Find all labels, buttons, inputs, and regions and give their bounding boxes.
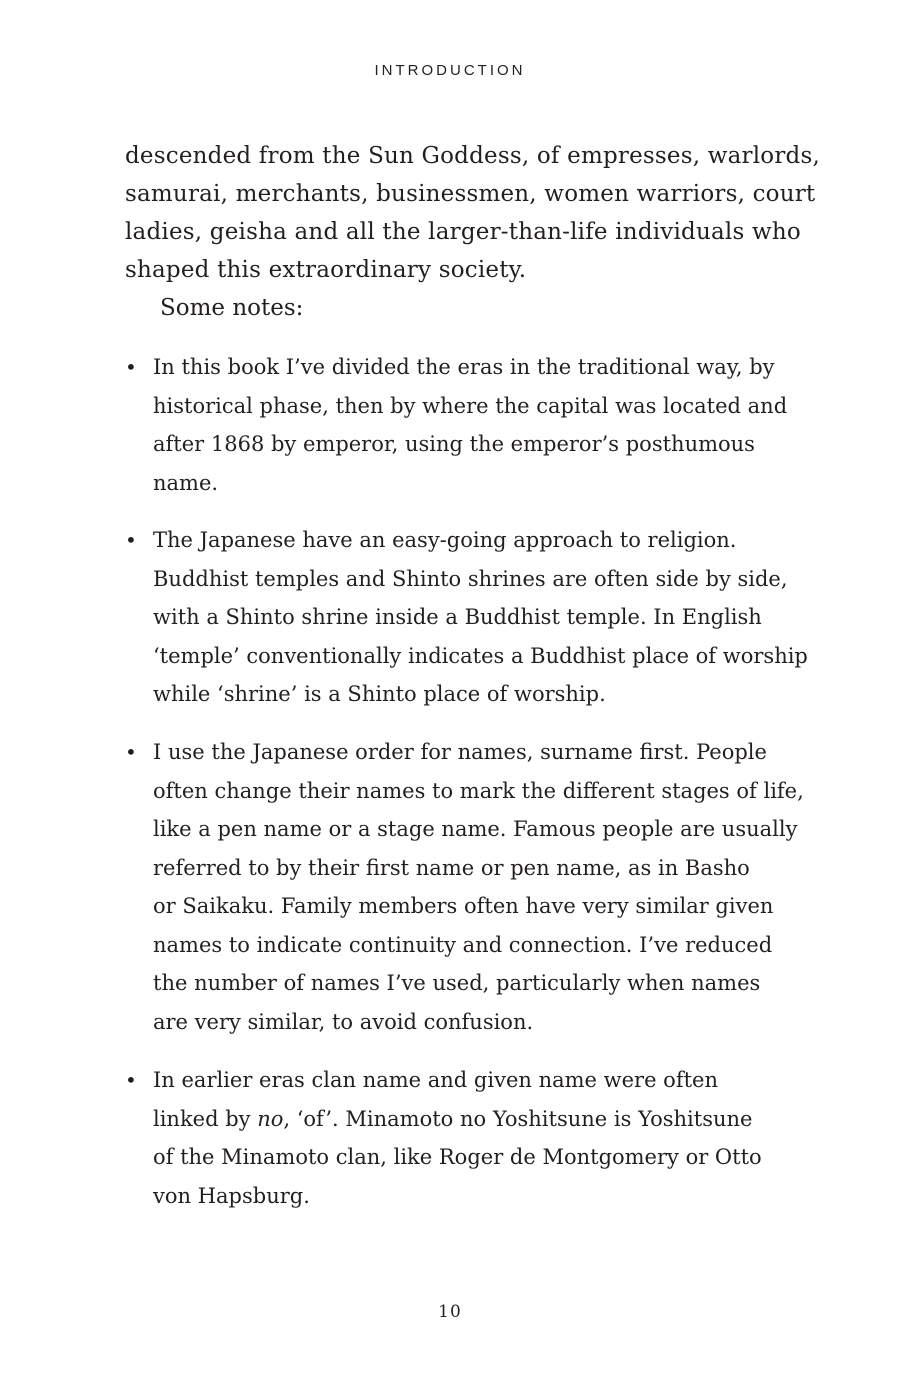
note-line: name. (153, 470, 219, 495)
running-head: INTRODUCTION (374, 62, 526, 79)
note-text (153, 733, 804, 1041)
note-line: are very similar, to avoid confusion. (153, 1009, 534, 1034)
bullet-icon: • (125, 528, 137, 552)
note-line: after 1868 by emperor, using the emperor’s posthumous (153, 432, 755, 456)
note-line: Buddhist temples and Shinto shrines are often side by side, (153, 566, 788, 591)
note-line: with a Shinto shrine inside a Buddhist temple. In English (153, 605, 762, 629)
note-line: while ‘shrine’ is a Shinto place of worship. (153, 682, 606, 706)
note-line: the number of names I’ve used, particularly when names (153, 971, 761, 995)
note-text (153, 1061, 773, 1215)
bullet-icon: • (125, 740, 137, 764)
note-line-post: , ‘of’. Minamoto no Yoshitsune is Yoshitsune (283, 1106, 753, 1131)
note-text (153, 521, 808, 714)
note-line: ‘temple’ conventionally indicates a Buddhist place of worship (153, 643, 808, 668)
note-line: The Japanese have an easy-going approach to religion. (153, 528, 737, 552)
intro-line: samurai, merchants, businessmen, women warriors, court (125, 181, 816, 207)
intro-line: shaped this extraordinary society. (125, 257, 527, 283)
note-line-pre: linked by (153, 1106, 258, 1131)
note-text (153, 348, 788, 502)
note-line (153, 1100, 773, 1139)
intro-line: ladies, geisha and all the larger-than-life individuals who (125, 219, 801, 245)
italic-term: no (257, 1106, 284, 1131)
note-line: names to indicate continuity and connection. I’ve reduced (153, 932, 773, 957)
intro-paragraph (125, 137, 820, 289)
note-line: referred to by their first name or pen name, as in Basho (153, 855, 750, 880)
note-line: or Saikaku. Family members often have very similar given (153, 894, 774, 918)
note-line: like a pen name or a stage name. Famous people are usually (153, 817, 798, 841)
bullet-icon: • (125, 1068, 137, 1092)
page-number: 10 (438, 1302, 462, 1322)
bullet-icon: • (125, 355, 137, 379)
note-line: of the Minamoto clan, like Roger de Montgomery or Otto (153, 1145, 762, 1169)
note-line: I use the Japanese order for names, surname first. People (153, 740, 767, 764)
note-line: In this book I’ve divided the eras in the traditional way, by (153, 355, 775, 379)
notes-label: Some notes: (160, 295, 304, 321)
note-line: often change their names to mark the different stages of life, (153, 778, 804, 803)
note-line: von Hapsburg. (153, 1183, 310, 1208)
note-line: historical phase, then by where the capital was located and (153, 393, 788, 418)
note-line: In earlier eras clan name and given name were often (153, 1068, 718, 1092)
intro-line: descended from the Sun Goddess, of empresses, warlords, (125, 143, 820, 169)
